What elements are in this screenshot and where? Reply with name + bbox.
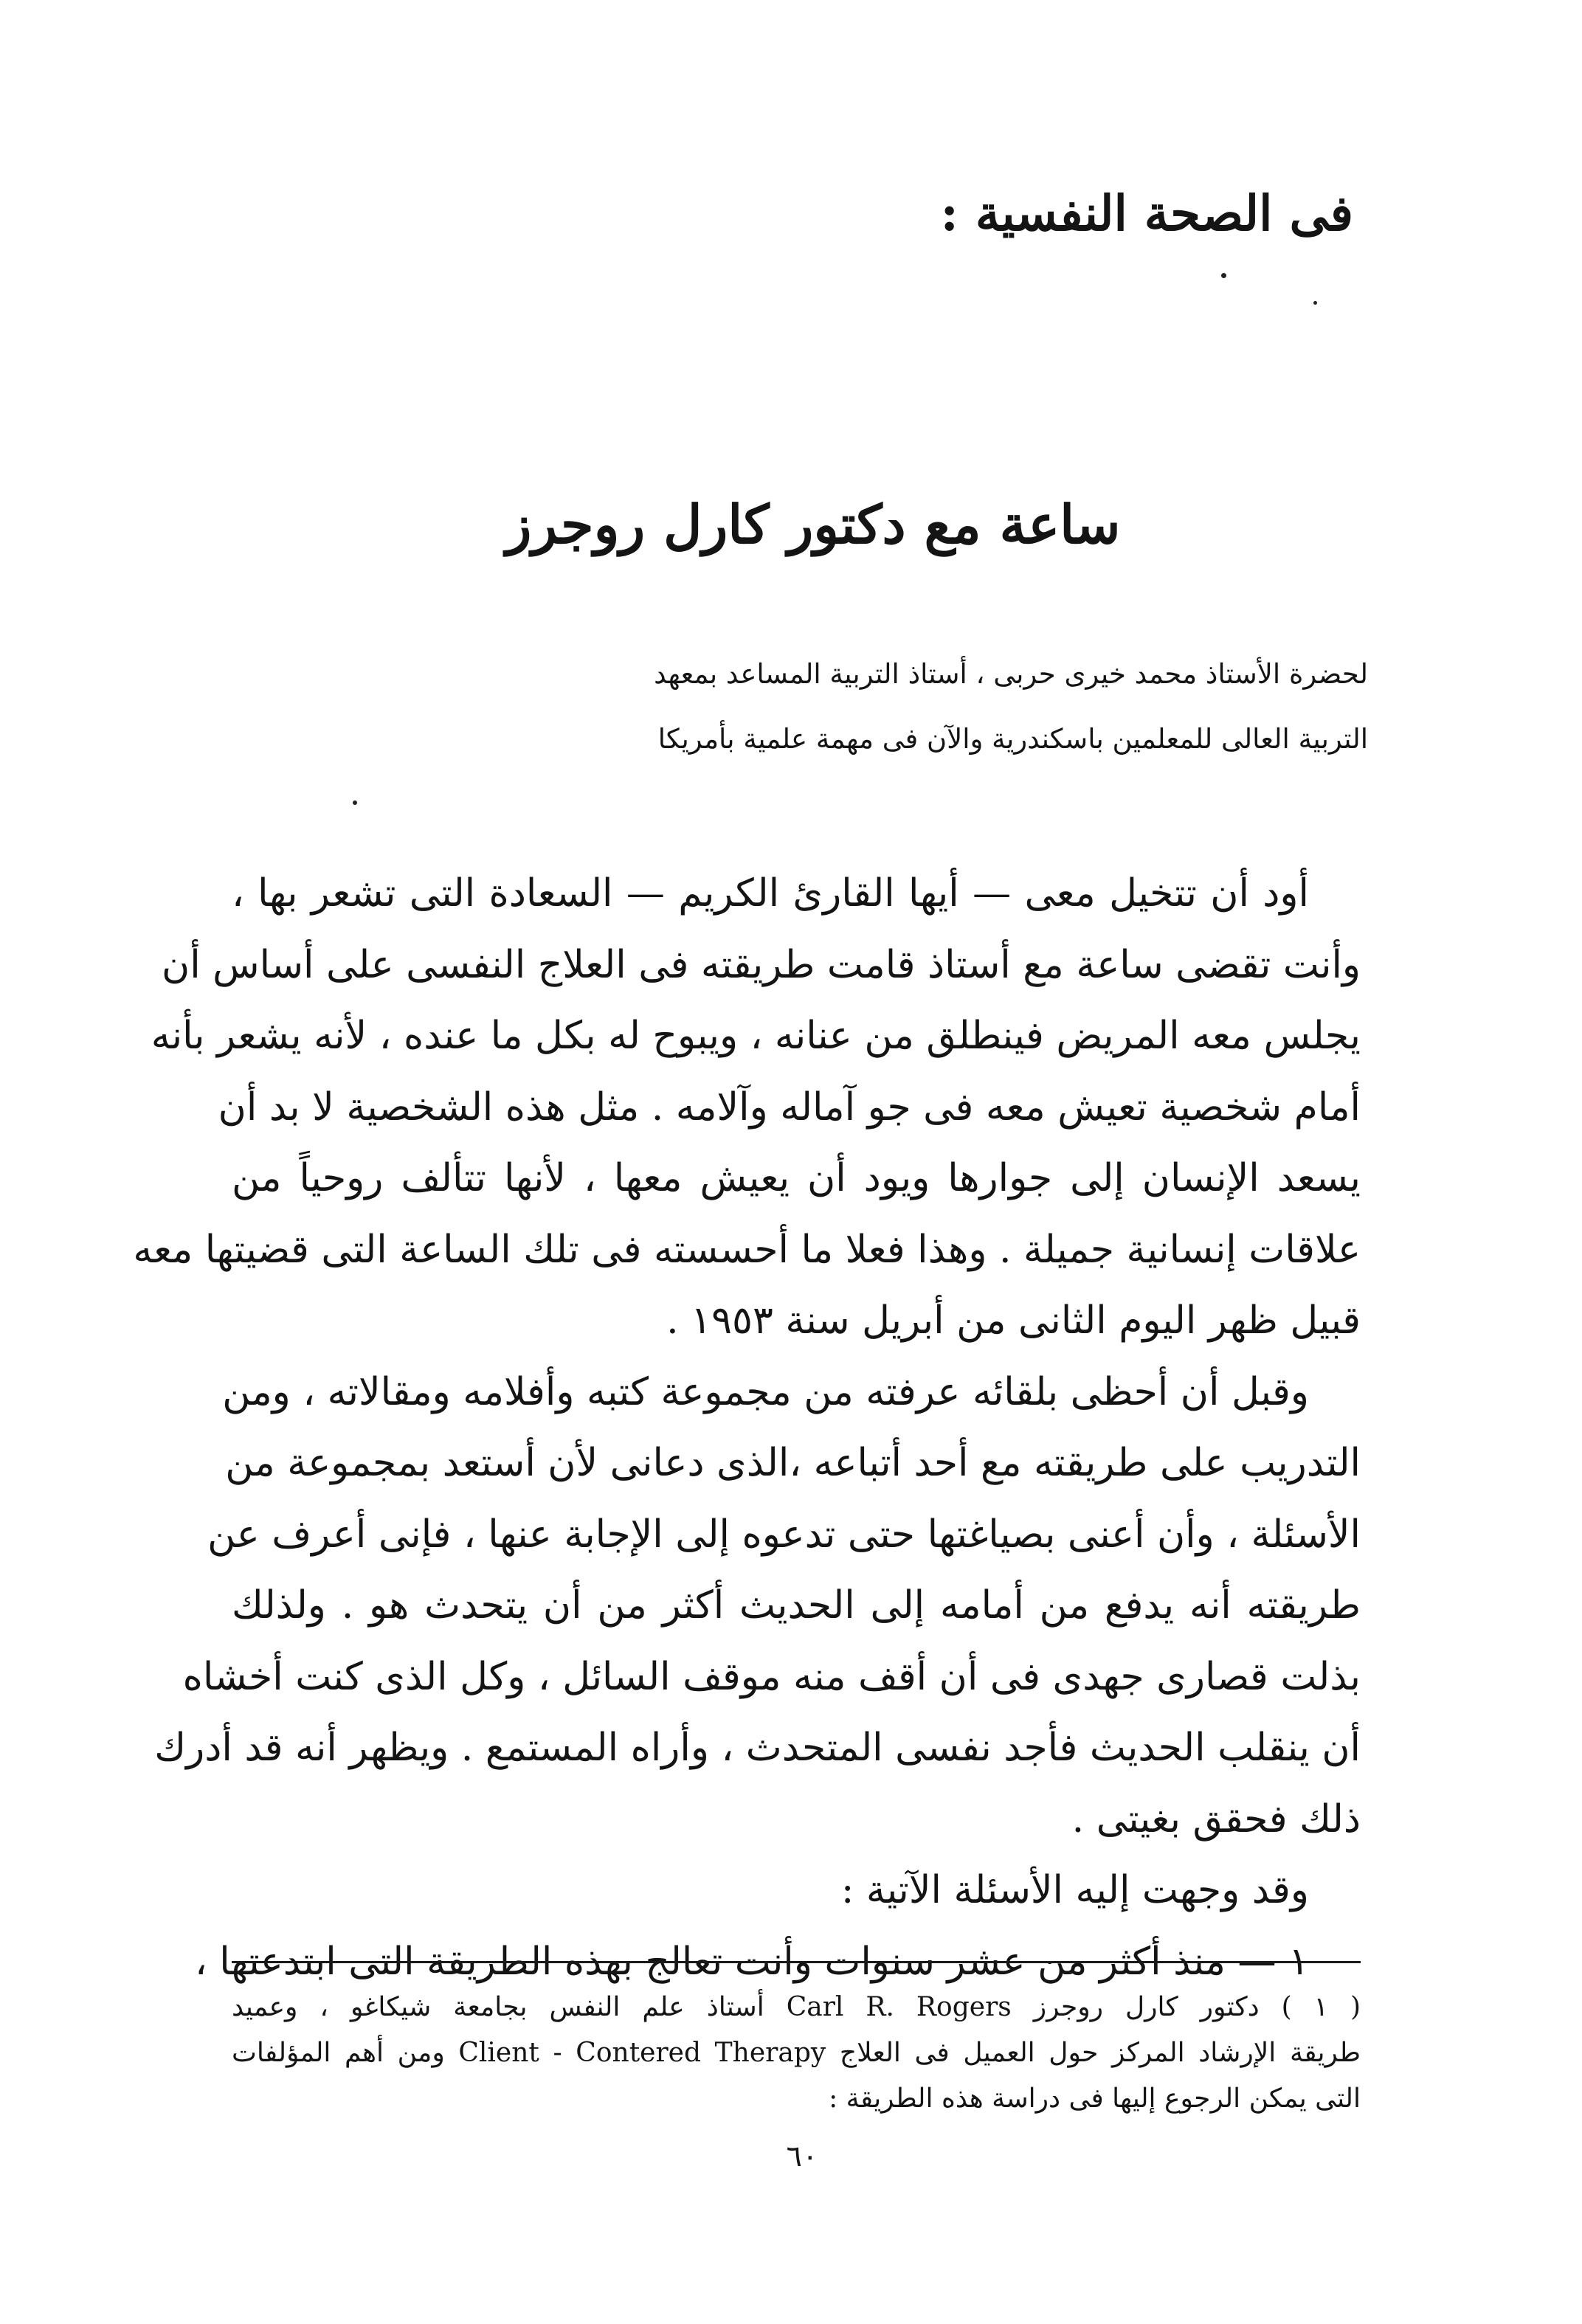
body-line: قبيل ظهر اليوم الثانى من أبريل سنة ١٩٥٣ . [666, 1298, 1361, 1343]
body-line: أمام شخصية تعيش معه فى جو آماله وآلامه . مثل هذه الشخصية لا بد أن [218, 1085, 1361, 1130]
author-byline [497, 642, 1368, 772]
body-line: وأنت تقضى ساعة مع أستاذ قامت طريقته فى العلاج النفسى على أساس أن [162, 942, 1361, 987]
article-title: ساعة مع دكتور كارل روجرز [505, 493, 1121, 556]
footnote-divider [232, 1961, 1361, 1963]
body-line: طريقته أنه يدفع من أمامه إلى الحديث أكثر من أن يتحدث هو . ولذلك [232, 1583, 1361, 1628]
footnote-line: ( ١ ) دكتور كارل روجرز Carl R. Rogers أستاذ علم النفس بجامعة شيكاغو ، وعميد [232, 1992, 1361, 2022]
body-line: يجلس معه المريض فينطلق من عنانه ، ويبوح له بكل ما عنده ، لأنه يشعر بأنه [151, 1014, 1361, 1058]
ink-speck [353, 800, 357, 805]
section-heading: فى الصحة النفسية : [940, 184, 1353, 242]
body-line: يسعد الإنسان إلى جوارها ويود أن يعيش معها ، لأنها تتألف روحياً من [232, 1156, 1361, 1200]
body-line: ١ — منذ أكثر من عشر سنوات وأنت تعالج بهذه الطريقة التى ابتدعتها ، [194, 1939, 1309, 1984]
body-line: الأسئلة ، وأن أعنى بصياغتها حتى تدعوه إلى الإجابة عنها ، فإنى أعرف عن [207, 1512, 1361, 1557]
author-line: لحضرة الأستاذ محمد خيرى حربى ، أستاذ التربية المساعد بمعهد [654, 658, 1368, 690]
page-number: ٦٠ [786, 2140, 818, 2173]
footnote-line: التى يمكن الرجوع إليها فى دراسة هذه الطريقة : [829, 2083, 1361, 2114]
body-line: أود أن تتخيل معى — أيها القارئ الكريم — السعادة التى تشعر بها ، [232, 871, 1309, 916]
footnotes [232, 1985, 1361, 2122]
body-line: بذلت قصارى جهدى فى أن أقف منه موقف السائل ، وكل الذى كنت أخشاه [182, 1654, 1361, 1699]
footnote-line: طريقة الإرشاد المركز حول العميل فى العلاج Client - Contered Therapy ومن أهم المؤلفات [232, 2038, 1361, 2068]
ink-speck [1313, 301, 1317, 305]
author-line: التربية العالى للمعلمين باسكندرية والآن فى مهمة علمية بأمريكا [657, 723, 1368, 755]
body-line: ذلك فحقق بغيتى . [1071, 1796, 1361, 1841]
body-line: وقبل أن أحظى بلقائه عرفته من مجموعة كتبه وأفلامه ومقالاته ، ومن [222, 1369, 1309, 1414]
body-line: وقد وجهت إليه الأسئلة الآتية : [840, 1868, 1309, 1912]
article-body [133, 858, 1361, 1997]
body-line: التدريب على طريقته مع أحد أتباعه ،الذى دعانى لأن أستعد بمجموعة من [225, 1441, 1361, 1485]
body-line: أن ينقلب الحديث فأجد نفسى المتحدث ، وأراه المستمع . ويظهر أنه قد أدرك [154, 1726, 1361, 1770]
ink-speck [1221, 273, 1226, 278]
body-line: علاقات إنسانية جميلة . وهذا فعلا ما أحسسته فى تلك الساعة التى قضيتها معه [133, 1227, 1361, 1272]
